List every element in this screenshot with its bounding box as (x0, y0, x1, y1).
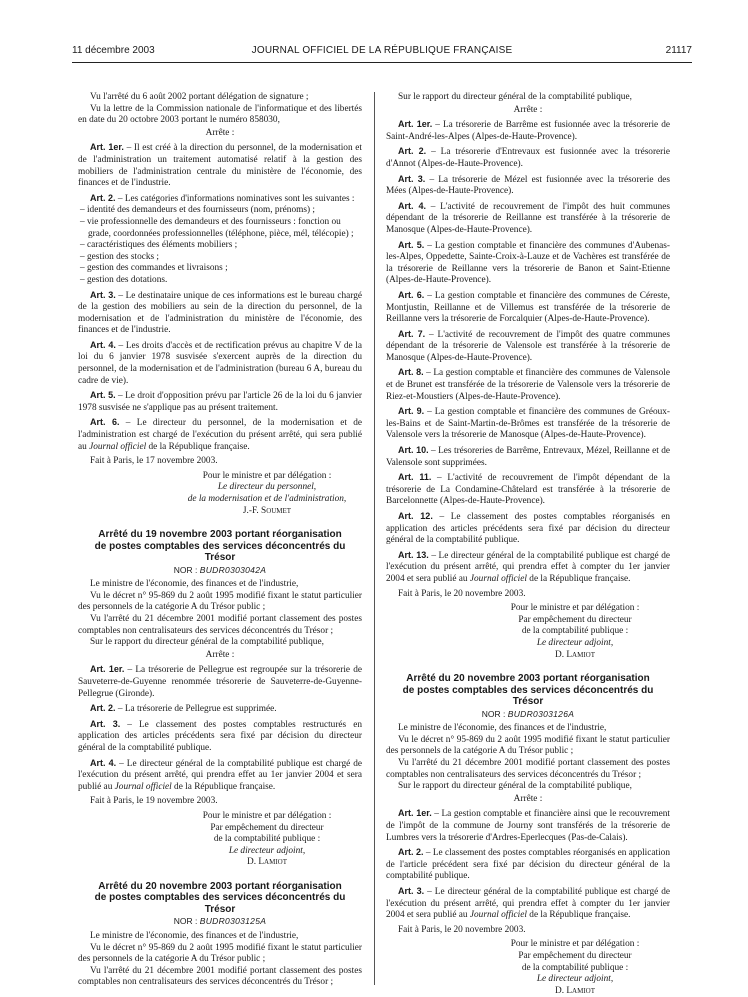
article-text: – Le droit d'opposition prévu par l'article 26 de la loi du 6 janvier 1978 susvisée ne s'applique pas au présent traitement. (78, 391, 362, 413)
article (386, 201, 670, 237)
signature-title: Le directeur du personnel, (217, 482, 317, 493)
article-label: Art. 1er. (90, 664, 125, 675)
article-label: Art. 6. (90, 417, 120, 428)
visa-paragraph: Vu la lettre de la Commission nationale de l'informatique et des libertés en date du 20 octobre 2003 portant le numéro 858030, (78, 103, 362, 126)
decree-title: Arrêté du 20 novembre 2003 portant réorganisation de postes comptables des services déconcentrés du Trésor (402, 673, 654, 708)
signature-line: Par empêchement du directeur (518, 950, 632, 961)
article (78, 758, 362, 794)
visa-paragraph: Le ministre de l'économie, des finances et de l'industrie, (398, 723, 607, 734)
visa-paragraph: Le ministre de l'économie, des finances et de l'industrie, (90, 931, 299, 942)
signatory-name: J.-F. Soumet (242, 505, 292, 516)
article (386, 406, 670, 442)
article-label: Art. 4. (90, 339, 116, 350)
article-text: de la République française. (171, 781, 276, 792)
article (386, 240, 670, 287)
signature-block (386, 939, 670, 997)
signature-date: Fait à Paris, le 19 novembre 2003. (90, 796, 218, 807)
list-item: – gestion des dotations. (80, 274, 168, 285)
signature-block (386, 603, 670, 661)
signature-title: de la modernisation et de l'administration, (187, 494, 347, 504)
article-label: Art. 3. (398, 885, 425, 896)
signature-line: de la comptabilité publique : (521, 626, 629, 637)
article-label: Art. 1er. (398, 808, 432, 819)
article-text: – La trésorerie de Barrême est fusionnée avec la trésorerie de Saint-André-les-Alpes (Alpes-de-Haute-Provence). (386, 120, 670, 142)
article-text: – La gestion comptable et financière des communes de Gréoux-les-Bains et de Saint-Martin-de-Brômes est transférée de la trésorerie de Valensole vers la trésorerie de Manosque (Alpes-de-Haute-Provence). (386, 407, 670, 441)
article-label: Art. 1er. (90, 142, 124, 153)
signature-block (78, 471, 362, 517)
article (78, 340, 362, 387)
signature-line: de la comptabilité publique : (213, 834, 321, 845)
visa-paragraph: Sur le rapport du directeur général de la comptabilité publique, (398, 92, 632, 102)
article-label: Art. 10. (398, 445, 429, 456)
visa-paragraph: Sur le rapport du directeur général de la comptabilité publique, (398, 781, 632, 792)
article-text: – Les droits d'accès et de rectification prévus au chapitre V de la loi du 6 janvier 1978 susvisée s'exercent auprès de la direction du personnel, de la modernisation et de l'administration (bureau 6 A, bureau du cadre de vie). (78, 340, 362, 386)
article-text: – Le directeur général de la comptabilité publique est chargé de l'exécution du présent arrêté, qui prendra effet au 1er janvier 2004 et sera publié au (78, 758, 362, 792)
article-label: Art. 2. (398, 847, 424, 858)
article-text: – La trésorerie de Mézel est fusionnée avec la trésorerie des Mées (Alpes-de-Haute-Provence). (386, 174, 670, 197)
visa-paragraph: Vu le décret n° 95-869 du 2 août 1995 modifié fixant le statut particulier des personnels de la catégorie A du Trésor public ; (78, 942, 362, 965)
article-label: Art. 8. (398, 367, 424, 378)
article (78, 142, 362, 189)
signature-date: Fait à Paris, le 20 novembre 2003. (398, 924, 526, 935)
signatory-name: D. Lamiot (555, 649, 595, 660)
article-text: – Le classement des postes comptables réorganisés en application de l'article précédent sera fixé par décision du directeur général de la comptabilité publique. (386, 848, 670, 882)
article-label: Art. 6. (398, 289, 425, 300)
signature-block (78, 811, 362, 869)
article-text: – Le destinataire unique de ces informations est le bureau chargé de la gestion des mobiliers au sein de la direction du personnel, de la modernisation et de l'administration du ministère de l'économie, des finances et de l'industrie. (78, 290, 362, 336)
arrete-heading: Arrête : (205, 127, 235, 138)
running-header (72, 45, 692, 59)
signature-line: de la comptabilité publique : (521, 962, 629, 973)
header-date: 11 décembre 2003 (72, 45, 155, 56)
article-label: Art. 13. (398, 549, 429, 560)
article-label: Art. 2. (90, 703, 116, 714)
article-label: Art. 3. (90, 718, 121, 729)
article-label: Art. 3. (90, 289, 116, 300)
article (386, 329, 670, 365)
decree-title: Arrêté du 19 novembre 2003 portant réorganisation de postes comptables des services déconcentrés du Trésor (94, 529, 346, 564)
list-item: – gestion des commandes et livraisons ; (80, 263, 228, 274)
article-text: de la République française. (526, 910, 631, 921)
article-text: – La gestion comptable et financière des communes d'Aubenas-les-Alpes, Oppedette, Sainte-Croix-à-Lauze et de Vachères est transférée de la trésorerie de Reillanne vers la trésorerie de Banon et Saint-Etienne (Alpes-de-Haute-Provence). (386, 240, 670, 286)
list-item: – identité des demandeurs et des fournisseurs (nom, prénoms) ; (80, 205, 315, 216)
signature-title: Le directeur adjoint, (228, 845, 306, 856)
visa-paragraph: Sur le rapport du directeur général de la comptabilité publique, (90, 637, 324, 648)
article (78, 719, 362, 755)
signature-line: Par empêchement du directeur (518, 614, 632, 625)
article (386, 290, 670, 326)
visa-paragraph: Vu le décret n° 95-869 du 2 août 1995 modifié fixant le statut particulier des personnels de la catégorie A du Trésor public ; (78, 590, 362, 613)
arrete-heading: Arrête : (205, 649, 235, 660)
journal-officiel-mention: Journal officiel (114, 781, 172, 792)
article-text: – La gestion comptable et financière ainsi que le recouvrement de l'impôt de la commune de Journy sont transférés de la trésorerie de Lumbres vers la trésorerie d'Ardres-Eperlecques (Pas-de-Calais). (386, 809, 670, 843)
article-text: – Le directeur général de la comptabilité publique est chargé de l'exécution du présent arrêté, qui prendra effet à compter du 1er janvier 2004 et sera publié au (386, 550, 671, 584)
article (386, 367, 670, 403)
left-column (78, 92, 362, 989)
article (78, 664, 362, 700)
article-label: Art. 9. (398, 406, 425, 417)
signature-date: Fait à Paris, le 17 novembre 2003. (90, 456, 218, 467)
signature-title: Le directeur adjoint, (536, 637, 614, 648)
article (386, 445, 670, 469)
right-column (386, 92, 670, 997)
article-text: – L'activité de recouvrement de l'impôt des huit communes dépendant de la trésorerie de Reillanne est transférée à la trésorerie de Manosque (Alpes-de-Haute-Provence). (386, 201, 670, 235)
article-text: – Le directeur général de la comptabilité publique est chargé de l'exécution du présent arrêté, qui prendra effet à compter du 1er janvier 2004 et sera publié au (386, 886, 670, 921)
article-label: Art. 5. (398, 239, 425, 250)
article (386, 174, 670, 198)
signature-line: Pour le ministre et par délégation : (510, 603, 640, 614)
visa-paragraph: Vu l'arrêté du 21 décembre 2001 modifié portant classement des postes comptables non centralisateurs des services déconcentrés du Trésor ; (78, 614, 362, 636)
article (78, 417, 362, 453)
article (386, 808, 670, 844)
article-label: Art. 1er. (398, 119, 433, 130)
visa-paragraph: Vu l'arrêté du 6 août 2002 portant délégation de signature ; (90, 92, 309, 102)
article-text: – L'activité de recouvrement de l'impôt des quatre communes dépendant de la trésorerie de Valensole est transférée à la trésorerie de Manosque (Alpes-de-Haute-Provence). (386, 329, 670, 363)
article-text: – L'activité de recouvrement de l'impôt dépendant de la trésorerie de La Condamine-Châtelard est transférée à la trésorerie de Barcelonnette (Alpes-de-Haute-Provence). (386, 473, 671, 507)
article (386, 472, 670, 508)
visa-paragraph: Le ministre de l'économie, des finances et de l'industrie, (90, 579, 299, 590)
signature-date: Fait à Paris, le 20 novembre 2003. (398, 588, 526, 599)
journal-officiel-mention: Journal officiel (89, 441, 147, 452)
article (78, 193, 362, 206)
nor-reference: NOR : BUDR0303126A (481, 708, 575, 719)
nor-reference: NOR : BUDR0303042A (173, 564, 267, 575)
article-label: Art. 2. (398, 146, 427, 157)
article (386, 511, 670, 547)
nor-code: BUDR0303042A (199, 564, 267, 575)
article-text: – Les catégories d'informations nominatives sont les suivantes : (115, 193, 355, 204)
nor-code: BUDR0303125A (199, 916, 267, 927)
signature-title: Le directeur adjoint, (536, 974, 614, 985)
list-item: – gestion des stocks ; (80, 251, 160, 262)
article-text: – Il est créé à la direction du personnel, de la modernisation et de l'administration un traitement automatisé relatif à la gestion des mobiliers de l'administration centrale du ministère de l'économie, des finances et de l'industrie. (78, 143, 362, 189)
article-label: Art. 3. (398, 173, 426, 184)
article (78, 703, 362, 716)
header-rule (72, 62, 692, 63)
nor-code: BUDR0303126A (507, 708, 575, 719)
article (78, 290, 362, 337)
article (386, 886, 670, 922)
article-text: – La trésorerie d'Entrevaux est fusionnée avec la trésorerie d'Annot (Alpes-de-Haute-Provence). (386, 147, 670, 169)
article-text: – Le classement des postes comptables réorganisés en application des articles précédents sera fixé par décision du directeur général de la comptabilité publique. (386, 512, 670, 546)
arrete-heading: Arrête : (513, 793, 543, 804)
signature-line: Pour le ministre et par délégation : (510, 939, 640, 950)
journal-officiel-mention: Journal officiel (469, 573, 527, 584)
article-text: – La trésorerie de Pellegrue est regroupée sur la trésorerie de Sauveterre-de-Guyenne renommée trésorerie de Sauveterre-de-Guyenne-Pellegrue (Gironde). (78, 665, 362, 699)
column-divider (374, 92, 375, 985)
article (386, 146, 670, 170)
article-label: Art. 4. (90, 757, 117, 768)
visa-paragraph: Vu l'arrêté du 21 décembre 2001 modifié portant classement des postes comptables non centralisateurs des services déconcentrés du Trésor ; (78, 965, 362, 988)
article (78, 390, 362, 414)
signature-line: Pour le ministre et par délégation : (202, 810, 332, 821)
header-journal-title: JOURNAL OFFICIEL DE LA RÉPUBLIQUE FRANÇAISE (251, 45, 513, 56)
signature-line: Pour le ministre et par délégation : (202, 470, 332, 481)
article-label: Art. 5. (90, 390, 116, 401)
article-label: Art. 2. (90, 192, 116, 203)
arrete-heading: Arrête : (513, 104, 543, 115)
header-page-number: 21117 (665, 45, 692, 56)
article-text: de la République française. (526, 573, 631, 584)
journal-officiel-mention: Journal officiel (469, 910, 527, 921)
article-text: – Le classement des postes comptables restructurés en application des articles précédents sera fixé par décision du directeur général de la comptabilité publique. (78, 719, 362, 753)
article-text: – Les trésoreries de Barrême, Entrevaux, Mézel, Reillanne et de Valensole sont supprimées. (386, 446, 671, 468)
article-label: Art. 7. (398, 328, 426, 339)
article-label: Art. 12. (398, 511, 433, 521)
category-list (78, 205, 362, 286)
signatory-name: D. Lamiot (247, 857, 287, 868)
article (386, 847, 670, 883)
article (386, 119, 670, 143)
nor-reference: NOR : BUDR0303125A (173, 916, 267, 927)
list-item: – caractéristiques des éléments mobiliers ; (80, 240, 238, 251)
article (386, 550, 670, 586)
decree-title: Arrêté du 20 novembre 2003 portant réorganisation de postes comptables des services déconcentrés du Trésor (94, 880, 346, 915)
signatory-name: D. Lamiot (555, 985, 595, 996)
article-text: – Le directeur du personnel, de la modernisation et de l'administration est chargé de l'exécution du présent arrêté, qui sera publié au (78, 418, 362, 452)
article-label: Art. 4. (398, 200, 426, 211)
article-label: Art. 11. (398, 472, 432, 483)
article-text: – La trésorerie de Pellegrue est supprimée. (115, 704, 277, 715)
article-list (386, 119, 670, 547)
signature-line: Par empêchement du directeur (210, 822, 324, 833)
list-item: – vie professionnelle des demandeurs et des fournisseurs : fonction ou grade, coordonnées professionnelles (téléphone, pièce, mél, télécopie) ; (80, 216, 354, 239)
article-text: de la République française. (146, 441, 250, 452)
visa-paragraph: Vu le décret n° 95-869 du 2 août 1995 modifié fixant le statut particulier des personnels de la catégorie A du Trésor public ; (386, 734, 670, 757)
article-text: – La gestion comptable et financière des communes de Céreste, Montjustin, Reillanne et de Villemus est transférée de la trésorerie de Reillanne vers la trésorerie de Forcalquier (Alpes-de-Haute-Provence). (386, 290, 670, 325)
article-text: – La gestion comptable et financière des communes de Valensole et de Brunet est transférée de la trésorerie de Valensole vers la trésorerie de Riez-et-Moustiers (Alpes-de-Haute-Provence). (386, 368, 670, 402)
visa-paragraph: Vu l'arrêté du 21 décembre 2001 modifié portant classement des postes comptables non centralisateurs des services déconcentrés du Trésor ; (386, 758, 670, 780)
